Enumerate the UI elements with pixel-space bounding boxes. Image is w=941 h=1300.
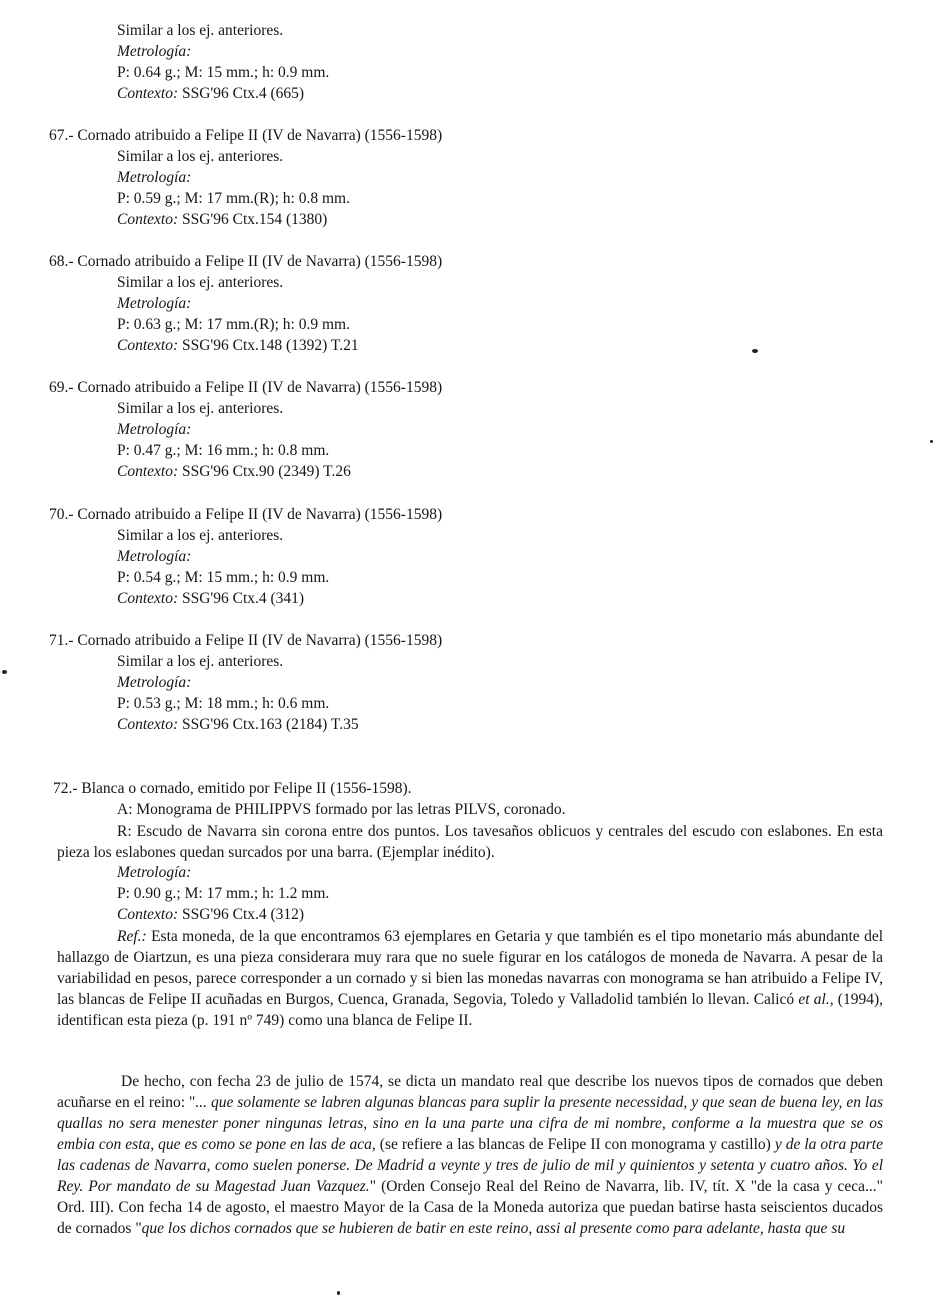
closing-quote-1: ... que solamente se labren algunas blancas para suplir la presente necessidad, y que sean de buena ley, en las quallas no sera menester poner ningunas letras, sino en la una parte una cifra de mi nombre, conforme a la muestra que se os embia con esta, que es como se pone en las de aca, xyxy=(57,1094,883,1153)
entry-metrology-label: Metrología: xyxy=(117,169,192,186)
continuation-context xyxy=(117,84,304,104)
entry-heading: 71.- Cornado atribuido a Felipe II (IV de Navarra) (1556-1598) xyxy=(49,632,443,649)
entry-context xyxy=(117,336,359,356)
ref-text-1: Esta moneda, de la que encontramos 63 ejemplares en Getaria y que también es el tipo monetario más abundante del hallazgo de Oiartzun, es una pieza considerara muy rara que no suele figurar en los catálogos de moneda de Navarra. A pesar de la variabilidad en pesos, parece corresponder a un cornado y si bien las monedas navarras con monograma se han atribuido a Felipe IV, las blancas de Felipe II acuñadas en Burgos, Cuenca, Granada, Segovia, Toledo y Valladolid también lo llevan. Calicó xyxy=(57,928,883,1008)
closing-text-3: " (Orden Consejo Real del Reino de Navarra, lib. IV, tít. X "de la casa y ceca..." Ord. III). Con fecha 14 de agosto, el maestro Mayor de la Casa de la Moneda autoriza que puedan batirse hasta seiscientos ducados de cornados " xyxy=(57,1178,883,1237)
closing-quote-2: y de la otra parte las cadenas de Navarra, como suelen ponerse. De Madrid a veynte y tres de julio de mil y quinientos y setenta y cuatro años. Yo el Rey. Por mandato de su Magestad Juan Vazquez. xyxy=(57,1136,883,1195)
entry-metrology-values: P: 0.63 g.; M: 17 mm.(R); h: 0.9 mm. xyxy=(117,316,350,333)
entry-context-value: SSG'96 Ctx.4 (341) xyxy=(182,590,305,607)
closing-quote-3: que los dichos cornados que se hubieren de batir en este reino, assi al presente como para adelante, hasta que su xyxy=(141,1220,846,1237)
entry-metrology-values: P: 0.47 g.; M: 16 mm.; h: 0.8 mm. xyxy=(117,442,330,459)
closing-text-2: (se refiere a las blancas de Felipe II con monograma y castillo) xyxy=(375,1136,775,1153)
entry-heading: 67.- Cornado atribuido a Felipe II (IV de Navarra) (1556-1598) xyxy=(49,127,443,144)
scan-speck xyxy=(337,1291,340,1295)
entry-72-metrology-label: Metrología: xyxy=(117,864,192,881)
ref-et-al: et al., xyxy=(798,991,834,1008)
entry-metrology-values: P: 0.59 g.; M: 17 mm.(R); h: 0.8 mm. xyxy=(117,190,350,207)
closing-text-1: De hecho, con fecha 23 de julio de 1574, se dicta un mandato real que describe los nuevos tipos de cornados que deben acuñarse en el reino: " xyxy=(57,1073,883,1111)
entry-metrology-label: Metrología: xyxy=(117,421,192,438)
continuation-context-value: SSG'96 Ctx.4 (665) xyxy=(182,85,305,102)
entry-context xyxy=(117,589,304,609)
entry-context-label: Contexto: xyxy=(117,590,179,607)
entry-context-label: Contexto: xyxy=(117,716,179,733)
continuation-metrology-label: Metrología: xyxy=(117,43,192,60)
entry-heading: 70.- Cornado atribuido a Felipe II (IV de Navarra) (1556-1598) xyxy=(49,506,443,523)
entry-context-label: Contexto: xyxy=(117,463,179,480)
entry-context-label: Contexto: xyxy=(117,337,179,354)
entry-description: Similar a los ej. anteriores. xyxy=(117,653,284,670)
entry-context-value: SSG'96 Ctx.154 (1380) xyxy=(182,211,328,228)
continuation-metrology-values: P: 0.64 g.; M: 15 mm.; h: 0.9 mm. xyxy=(117,64,330,81)
scan-speck xyxy=(930,440,933,443)
scan-speck xyxy=(2,670,7,674)
entry-context xyxy=(117,210,327,230)
continuation-description: Similar a los ej. anteriores. xyxy=(117,22,284,39)
entry-72-context xyxy=(117,905,304,925)
entry-metrology-label: Metrología: xyxy=(117,295,192,312)
entry-context-label: Contexto: xyxy=(117,211,179,228)
scan-speck xyxy=(752,349,758,353)
entry-metrology-values: P: 0.53 g.; M: 18 mm.; h: 0.6 mm. xyxy=(117,695,330,712)
entry-72-reference xyxy=(57,926,883,1031)
entry-metrology-label: Metrología: xyxy=(117,674,192,691)
entry-context-value: SSG'96 Ctx.90 (2349) T.26 xyxy=(182,463,351,480)
entry-description: Similar a los ej. anteriores. xyxy=(117,148,284,165)
entry-72-heading: 72.- Blanca o cornado, emitido por Felipe II (1556-1598). xyxy=(53,780,412,797)
entry-metrology-label: Metrología: xyxy=(117,548,192,565)
entry-context xyxy=(117,462,351,482)
entry-72-context-value: SSG'96 Ctx.4 (312) xyxy=(182,906,305,923)
continuation-context-label: Contexto: xyxy=(117,85,179,102)
entry-heading: 68.- Cornado atribuido a Felipe II (IV de Navarra) (1556-1598) xyxy=(49,253,443,270)
entry-context-value: SSG'96 Ctx.163 (2184) T.35 xyxy=(182,716,359,733)
ref-text-2: (1994), identifican esta pieza (p. 191 nº 749) como una blanca de Felipe II. xyxy=(57,991,883,1029)
entry-72-metrology-values: P: 0.90 g.; M: 17 mm.; h: 1.2 mm. xyxy=(117,885,330,902)
entry-72-obverse: A: Monograma de PHILIPPVS formado por las letras PILVS, coronado. xyxy=(117,801,566,818)
closing-paragraph xyxy=(57,1071,883,1239)
entry-heading: 69.- Cornado atribuido a Felipe II (IV de Navarra) (1556-1598) xyxy=(49,379,443,396)
entry-description: Similar a los ej. anteriores. xyxy=(117,274,284,291)
entry-metrology-values: P: 0.54 g.; M: 15 mm.; h: 0.9 mm. xyxy=(117,569,330,586)
entry-72-context-label: Contexto: xyxy=(117,906,179,923)
entry-description: Similar a los ej. anteriores. xyxy=(117,527,284,544)
entry-description: Similar a los ej. anteriores. xyxy=(117,400,284,417)
entry-context-value: SSG'96 Ctx.148 (1392) T.21 xyxy=(182,337,359,354)
ref-label: Ref.: xyxy=(117,928,147,945)
entry-context xyxy=(117,715,359,735)
entry-72-reverse: R: Escudo de Navarra sin corona entre dos puntos. Los tavesaños oblicuos y centrales del escudo con eslabones. En esta pieza los eslabones quedan surcados por una barra. (Ejemplar inédito). xyxy=(57,823,883,861)
